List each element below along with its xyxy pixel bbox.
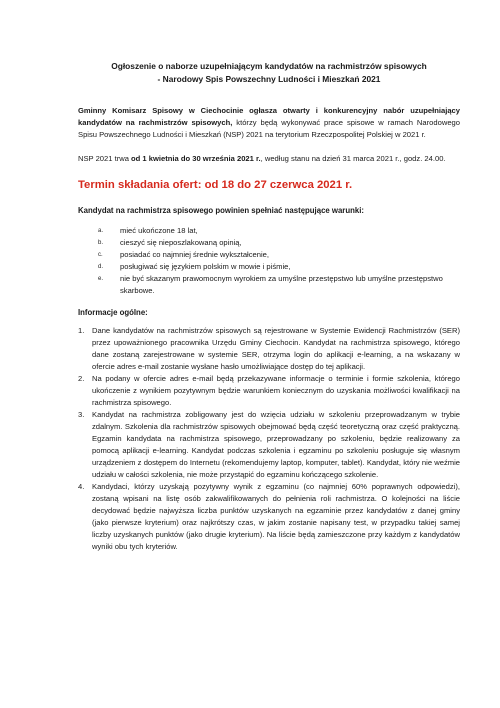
nsp-period-paragraph [78,153,460,165]
nsp-text-1: NSP 2021 trwa [78,154,132,163]
condition-text: posługiwać się językiem polskim w mowie i piśmie, [120,262,291,271]
condition-item [98,225,460,237]
intro-rest-text: którzy będą wykonywać prace spisowe w ramach Narodowego Spisu Powszechnego Ludności i Mieszkań (NSP) 2021 na terytorium Rzeczpospolitej Polskiej w 2021 r. [78,118,460,139]
condition-marker: e. [98,276,104,282]
title-line-2: - Narodowy Spis Powszechny Ludności i Mieszkań 2021 [157,74,381,84]
general-info-heading: Informacje ogólne: [78,308,148,317]
conditions-heading: Kandydat na rachmistrza spisowego powinien spełniać następujące warunki: [78,206,364,215]
condition-item [98,273,460,297]
condition-text: posiadać co najmniej średnie wykształcenie, [120,250,269,259]
intro-bold-text: Gminny Komisarz Spisowy w Ciechocinie ogłasza otwarty i konkurencyjny nabór uzupełniający kandydatów na rachmistrzów spisowych, [78,106,460,127]
info-marker: 2. [78,374,85,383]
info-item [78,409,460,481]
info-text: Kandydat na rachmistrza zobligowany jest do wzięcia udziału w szkoleniu przeprowadzanym w trybie zdalnym. Szkolenia dla rachmistrzów spisowych obejmować będą część teoretyczną oraz część praktyczną. Egzamin kandydata na rachmistrza spisowego, przeprowadzany po szkoleniu, będzie realizowany za pomocą aplikacji e-learning. Kandydat podczas szkolenia i egzaminu po szkoleniu posługuje się własnym urządzeniem z dostępem do Internetu (rekomendujemy laptop, komputer, tablet). Kandydat, który nie weźmie udziału w całości szkolenia, nie może przystąpić do egzaminu kończącego szkolenie. [92,410,460,479]
info-item [78,325,460,373]
info-marker: 4. [78,482,85,491]
intro-paragraph [78,105,460,141]
condition-marker: a. [98,228,104,234]
application-deadline: Termin składania ofert: od 18 do 27 czerwca 2021 r. [78,179,353,191]
general-info-list [78,325,460,553]
info-text: Dane kandydatów na rachmistrzów spisowych są rejestrowane w Systemie Ewidencji Rachmistrzów (SER) przez upoważnionego pracownika Urzędu Gminy Ciechocin. Kandydat na rachmistrza spisowego, którego dane zostaną zarejestrowane w systemie SER, otrzyma login do aplikacji e-learning, a na wskazany w ofercie adres e-mail zostanie wysłane hasło umożliwiające dostęp do tej aplikacji. [92,326,460,371]
info-text: Na podany w ofercie adres e-mail będą przekazywane informacje o terminie i formie szkolenia, którego ukończenie z wynikiem pozytywnym będzie warunkiem koniecznym do uzyskania możliwości kwalifikacji na rachmistrza spisowego. [92,374,460,407]
info-marker: 1. [78,326,85,335]
nsp-text-2: , według stanu na dzień 31 marca 2021 r., godz. 24.00. [260,154,446,163]
condition-text: nie być skazanym prawomocnym wyrokiem za umyślne przestępstwo lub umyślne przestępstwo skarbowe. [120,274,443,295]
condition-item [98,261,460,273]
condition-marker: b. [98,240,104,246]
conditions-list [78,225,460,297]
condition-marker: c. [98,252,103,258]
condition-marker: d. [98,264,104,270]
condition-item [98,249,460,261]
condition-text: cieszyć się nieposzlakowaną opinią, [120,238,242,247]
condition-item [98,237,460,249]
info-item [78,481,460,553]
info-item [78,373,460,409]
nsp-period-bold: od 1 kwietnia do 30 września 2021 r. [131,154,261,163]
info-text: Kandydaci, którzy uzyskają pozytywny wynik z egzaminu (co najmniej 60% poprawnych odpowiedzi), zostaną wpisani na listę osób zakwalifikowanych do pełnienia roli rachmistrza. O kolejności na liście decydować będzie najwyższa liczba punktów uzyskanych na egzaminie przez kandydatów z danej gminy (jako pierwsze kryterium) oraz najkrótszy czas, w jakim zostanie napisany test, w przypadku takiej samej liczby uzyskanych punktów (jako drugie kryterium). Na liście będą zamieszczone przy każdym z kandydatów wyniki obu tych kryteriów. [92,482,460,551]
condition-text: mieć ukończone 18 lat, [120,226,198,235]
info-marker: 3. [78,410,85,419]
title-line-1: Ogłoszenie o naborze uzupełniającym kandydatów na rachmistrzów spisowych [111,61,427,71]
document-title [78,60,460,86]
